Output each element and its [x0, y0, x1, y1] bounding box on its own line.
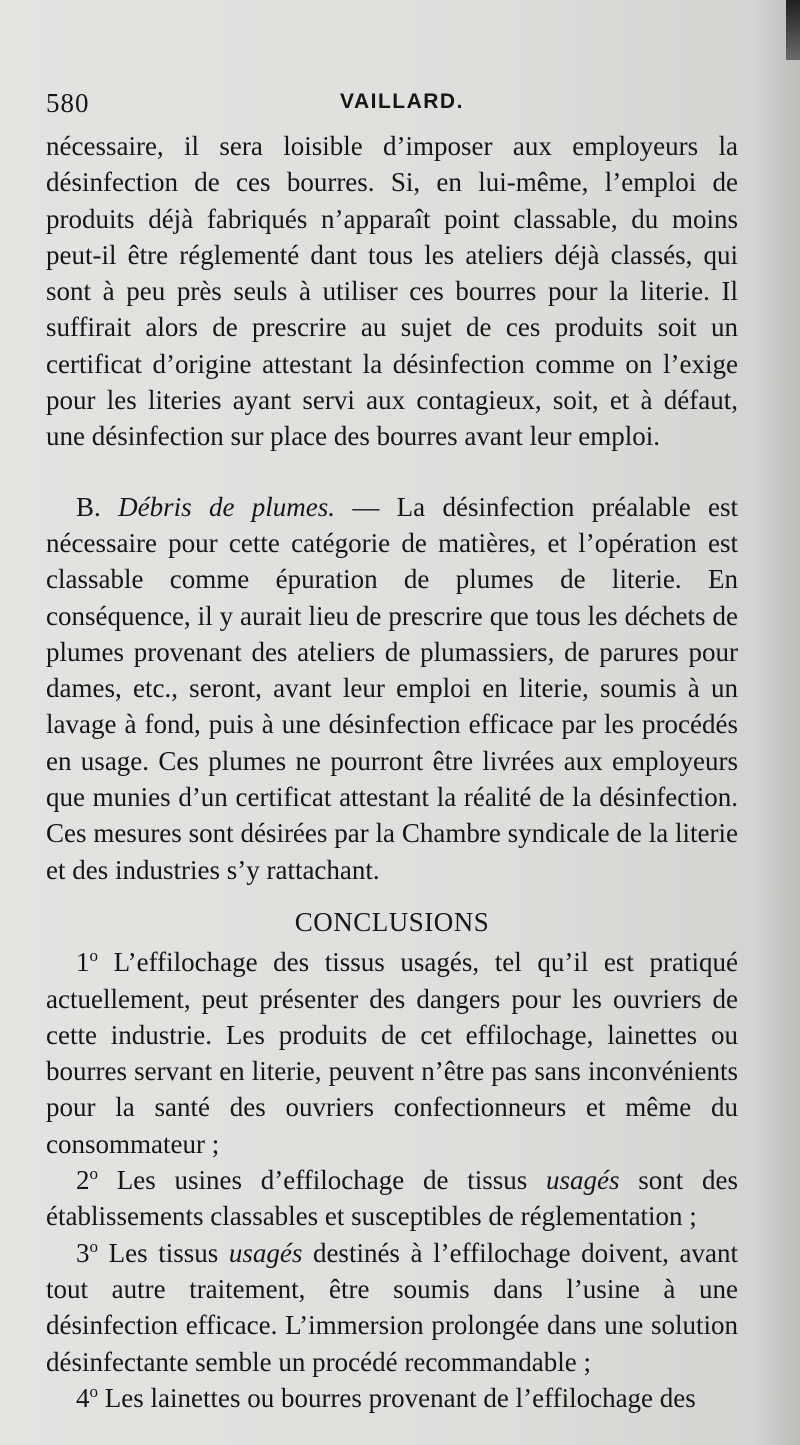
- item-text-emphasis: usagés: [545, 1165, 620, 1196]
- item-number: 1: [76, 947, 90, 978]
- item-text: L’effilochage des tissus usagés, tel qu’il est pratiqué actuellement, peut présenter des dangers pour les ouvriers de cette industrie. Les produits de cet effilochage, lainettes ou bourres servant en literie, peuvent n’être pas sans inconvénients pour la santé des ouvriers confectionneurs et même du consommateur ;: [46, 947, 738, 1159]
- conclusions-heading: CONCLUSIONS: [294, 906, 490, 937]
- ordinal-mark: o: [89, 1164, 98, 1184]
- paragraph-continuation: nécessaire, il sera loisible d’imposer aux employeurs la désinfection de ces bourres. Si, en lui-même, l’emploi de produits déjà fabriqués n’apparaît point classable, du moins peut-il être réglementé dant tous les ateliers déjà classés, qui sont à peu près seuls à utiliser ces bourres pour la literie. Il suffirait alors de prescrire au sujet de ces produits soit un certificat d’origine attestant la désinfection comme on l’exige pour les literies ayant servi aux contagieux, soit, et à défaut, une désinfection sur place des bourres avant leur emploi.: [46, 131, 738, 452]
- ordinal-mark: o: [89, 1236, 98, 1256]
- ordinal-mark: o: [89, 1381, 98, 1401]
- conclusion-item-1: [46, 944, 738, 1162]
- item-text-after: sont des établissements classables et susceptibles de réglementation ;: [46, 1165, 739, 1232]
- body-text: [46, 128, 738, 1416]
- running-head-author: VAILLARD.: [340, 90, 464, 113]
- section-title: Débris de plumes.: [118, 491, 335, 522]
- paragraph-debris-de-plumes: [46, 489, 738, 888]
- item-text-before: Les tissus: [98, 1237, 229, 1268]
- section-text: — La désinfection préalable est nécessaire pour cette catégorie de matières, et l’opération est classable comme épuration de plumes de literie. En conséquence, il y aurait lieu de prescrire que tous les déchets de plumes provenant des ateliers de plumassiers, de parures pour dames, etc., seront, avant leur emploi en literie, soumis à un lavage à fond, puis à une désinfection efficace par les procédés en usage. Ces plumes ne pourront être livrées aux employeurs que munies d’un certificat attestant la réalité de la désinfection. Ces mesures sont désirées par la Chambre syndicale de la literie et des industries s’y rattachant.: [46, 491, 739, 885]
- item-text-emphasis: usagés: [228, 1237, 303, 1268]
- item-number: 3: [76, 1237, 90, 1268]
- item-text-after: destinés à l’effilochage doivent, avant tout autre traitement, être soumis dans l’usine à une désinfection efficace. L’immersion prolongée dans une solution désinfectante semble un procédé recommandable ;: [46, 1237, 738, 1377]
- conclusion-item-4: [46, 1380, 738, 1416]
- item-number: 2: [76, 1165, 90, 1196]
- section-label: B.: [76, 491, 101, 522]
- page-number: 580: [46, 88, 90, 118]
- page-edge-shadow: [786, 0, 800, 60]
- conclusion-item-3: [46, 1235, 738, 1380]
- item-number: 4: [76, 1382, 90, 1413]
- item-text-before: Les usines d’effilochage de tissus: [98, 1165, 546, 1196]
- item-text: Les lainettes ou bourres provenant de l’effilochage des: [98, 1382, 696, 1413]
- conclusion-item-2: [46, 1162, 738, 1235]
- running-head: [46, 88, 746, 118]
- ordinal-mark: o: [89, 946, 98, 966]
